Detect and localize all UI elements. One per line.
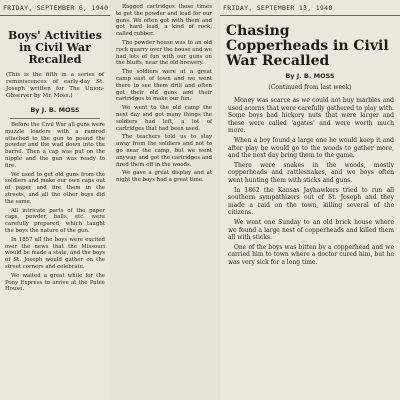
clipping-boys-activities <box>0 0 110 400</box>
clipping-chasing-copperheads <box>220 0 400 400</box>
article-paragraph: In 1862 the Kansas Jayhawkers tried to run all southern sympathizers out of St. Joseph and they made a raid on the town, killing several of the citizens. <box>228 186 394 217</box>
article-paragraph: In 1857 all the boys were excited over the news that the Missouri would be made a state, and the boys of St. Joseph would gather on the street corners and celebrate. <box>5 236 106 270</box>
article-paragraph: We waited a great while for the Pony Express to arrive at the Patee House. <box>5 272 105 293</box>
byline: By J. B. MOSS <box>285 72 335 80</box>
article-paragraph: There were snakes in the woods, mostly copperheads and rattlesnakes, and we boys often went hunting them with sticks and guns. <box>228 161 394 184</box>
article-paragraph: The teachers told us to stay away from the soldiers and not to go near the camp, but we went anyway and got the cartridges and fired them off in the woods. <box>116 134 212 168</box>
article-paragraph: When a boy found a large one he would keep it and after play he would go to the woods to gather more, and the next day bring them to the game. <box>228 136 394 160</box>
article-paragraph: Before the Civil War all guns were muzzle loaders with a ramrod attached to the gun to pound the powder and the wad down into the barrel. Then a cap was put on the nipple and the gun was ready to fire. <box>5 122 105 169</box>
clipping-continued-column <box>111 0 217 400</box>
article-paragraph: We used to get old guns from the soldiers and make our own caps out of paper and fire them in the streets, and all the other boys did the same. <box>5 171 105 205</box>
article-paragraph: Ragged cartridges these times to get the powder and lead for our guns. We often got with them and got hard lead, a kind of rock, called rubber. <box>116 4 212 38</box>
article-paragraph: The powder house was to an old rock quarry over the house and we had lots of fun with our guns on the bluffs, near the old brewery. <box>116 39 212 67</box>
article-paragraph: We gave a great display and at night the boys had a great time. <box>116 170 212 184</box>
article-paragraph: Money was scarce as we could not buy marbles and used acorns that were carefully gathered to play with. Some boys had hickory nuts that were larger and these were called 'agates' and were worth much more. <box>228 97 394 135</box>
headline: Boys' Activities in Civil War Recalled <box>8 29 102 66</box>
byline: By J. B. MOSS <box>30 106 80 114</box>
article-paragraph: All intricate parts of the paper caps, powder, balls, etc. were carefully prepared, which taught the boys the nature of the gun. <box>5 207 105 234</box>
article-paragraph: One of the boys was bitten by a copperhead and we carried him to town where a doctor cured him, but he was very sick for a long time. <box>228 243 394 266</box>
article-paragraph: The soldiers were at a great camp east of town and we went there to see them drill and often got their old guns and their cartridges to make our fun. <box>116 69 212 103</box>
intro-note: (This is the fifth in a series of reminiscences of early-day St. Joseph written for The Union-Observer by Mr. Moss.) <box>6 72 104 99</box>
dateline: FRIDAY, SEPTEMBER 6, 1940 <box>0 0 110 16</box>
dateline: FRIDAY, SEPTEMBER 13, 1940 <box>220 0 400 16</box>
continued-note: (Continued from last week) <box>268 84 352 91</box>
divider <box>10 118 100 119</box>
article-paragraph: We went one Sunday to an old brick house where we found a large nest of copperheads and killed them all with sticks. <box>228 218 394 242</box>
headline: Chasing Copperheads in Civil War Recalled <box>226 23 389 69</box>
article-paragraph: We went to the old camp the next day and got many things the soldiers had left, a lot of cartridges that had been used. <box>116 105 212 132</box>
